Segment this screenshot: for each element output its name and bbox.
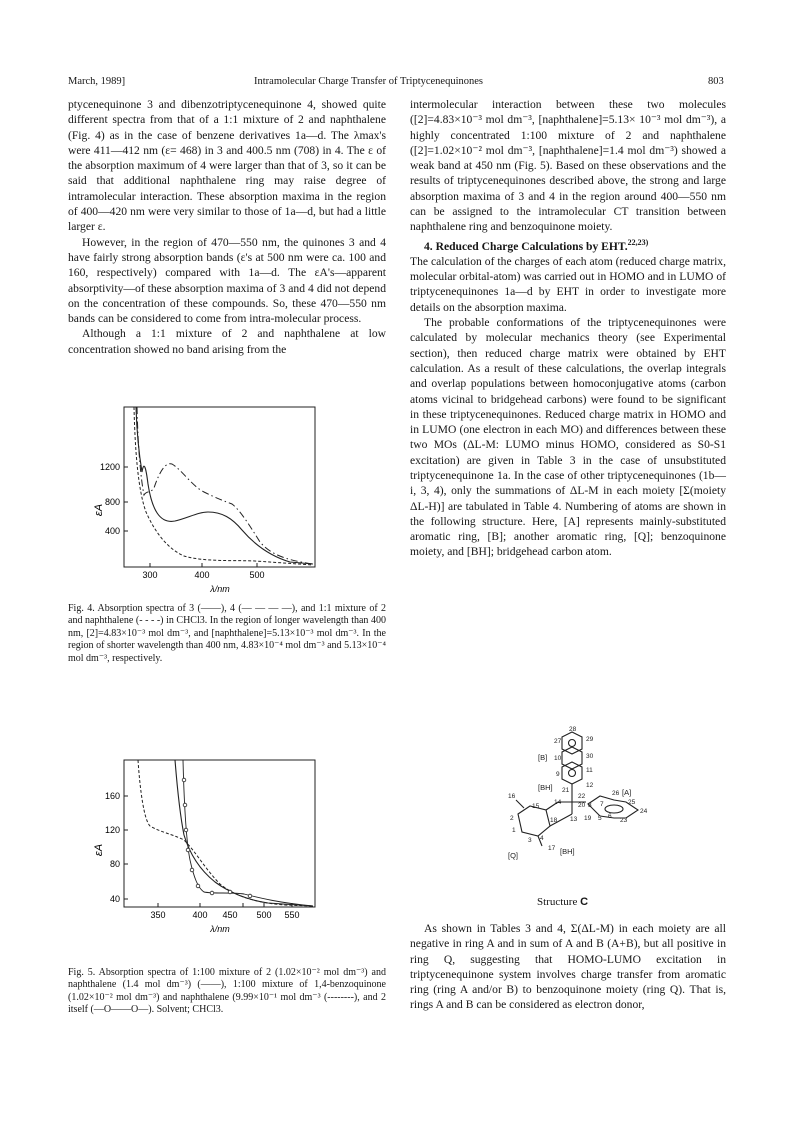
atom-label: 13 <box>570 816 578 823</box>
figure-5-plot <box>80 760 320 940</box>
fig4-curve-4 <box>137 407 313 564</box>
paragraph: intermolecular interaction between these two molecules ([2]=4.83×10⁻³ mol dm⁻³, [naphthalene]=5.13× 10⁻³ mol dm⁻³), a highly concentrated 1:100 mixture of 2 and naphthalene ([2]=1.02×10⁻² mol dm⁻³, [naphthalene]=1.4 mol dm⁻³) showed a weak band at 450 nm (Fig. 5). Based on these observations and the results of triptycenequinones described above, the strong and large absorption maxima of 3 and 4 in the region around 400—550 nm can be assigned to the intramolecular CT transition between naphthalene ring and benzoquinone moiety. <box>410 98 726 234</box>
atom-label: 28 <box>569 726 577 733</box>
atom-label: 4 <box>540 835 544 842</box>
running-header-title: Intramolecular Charge Transfer of Triptycenequinones <box>254 76 484 87</box>
atom-label: 26 <box>612 790 620 797</box>
paragraph: However, in the region of 470—550 nm, the quinones 3 and 4 have fairly strong absorption bands (ε's at 500 nm were ca. 100 and 160, respectively) compared with 1a—d. The εA's—apparent absorptivity—of these absorption maxima of 3 and 4 did not depend on the concentration of these compounds. So, these 470—550 nm bands can be considered to come from intra-molecular process. <box>68 235 386 326</box>
paragraph: The calculation of the charges of each atom (reduced charge matrix, molecular orbital-atom) was carried out in HOMO and in LUMO of triptycenequinones 1a—d by EHT in order to investigate more details on the absorption maxima. <box>410 254 726 314</box>
atom-label: 10 <box>554 755 562 762</box>
fig5-ylabel: εA <box>93 843 105 857</box>
fig4-ytick: 800 <box>104 497 120 507</box>
atom-label: 3 <box>528 837 532 844</box>
section-title: 4. Reduced Charge Calculations by EHT. <box>424 239 628 253</box>
atom-label: 17 <box>548 845 556 852</box>
atom-label: 6 <box>608 813 612 820</box>
fig5-xlabel: λ/nm <box>210 924 230 934</box>
figure-4-caption: Fig. 4. Absorption spectra of 3 (——), 4 (— — — —), and 1:1 mixture of 2 and naphthalene (- - - -) in CHCl3. In the region of longer wavelength than 400 nm, [2]=4.83×10⁻³ mol dm⁻³, and [naphthalene]=5.13×10⁻³ mol dm⁻³. In the region of shorter wavelength than 400 nm, 4.83×10⁻⁴ mol dm⁻³ and 5.13×10⁻⁴ mol dm⁻³, respectively. <box>68 603 386 664</box>
structure-word: Structure <box>537 896 578 908</box>
paragraph: ptycenequinone 3 and dibenzotriptycenequinone 4, showed quite different spectra from that of a 1:1 mixture of 2 and naphthalene (Fig. 4) as in the case of benzene derivatives 1a—d. The λmax's were 411—412 nm (ε= 468) in 3 and 400.5 nm (708) in 4. The ε of the absorption maximum of 4 were larger than that of 3, so it can be said that additional naphthalene ring may raise degree of intramolecular interaction. These absorption maxima in the region of 400—420 nm were very similar to those of 1a—d, but had a little larger ε. <box>68 98 386 234</box>
atom-label: 18 <box>550 817 558 824</box>
atom-label: 25 <box>628 799 636 806</box>
fig4-curve-3 <box>136 407 313 564</box>
fig4-ytick: 400 <box>104 526 120 536</box>
atom-label: 23 <box>620 817 628 824</box>
right-column-text-top <box>410 97 726 560</box>
ring-q-label: [Q] <box>508 851 519 860</box>
fig4-xtick: 400 <box>194 570 210 580</box>
fig5-xtick: 500 <box>256 910 272 920</box>
atom-label: 27 <box>554 738 562 745</box>
paragraph: As shown in Tables 3 and 4, Σ(ΔL-M) in each moiety are all negative in ring A and in sum of A and B (A+B), but all positive in ring Q, suggesting that HOMO-LUMO excitation in triptycenequinone system involves charge transfer from aromatic ring (ring A and/or B) to benzoquinone moiety (ring Q). That is, rings A and B can be considered as electron donor, <box>410 922 726 1012</box>
atom-label: 22 <box>578 793 586 800</box>
atom-label: 5 <box>598 815 602 822</box>
fig5-curve-2-itself <box>183 760 313 906</box>
fig5-ytick: 40 <box>109 894 120 904</box>
atom-label: 12 <box>586 782 594 789</box>
atom-label: 21 <box>562 787 570 794</box>
page-number: 803 <box>708 76 724 87</box>
fig4-xtick: 500 <box>249 570 265 580</box>
figure-4-plot <box>80 400 320 600</box>
structure-c-svg <box>488 726 698 892</box>
fig4-xtick: 300 <box>142 570 158 580</box>
fig5-xtick: 350 <box>150 910 166 920</box>
ring-a-label: [A] <box>622 788 632 797</box>
ring-b-label: [B] <box>538 753 548 762</box>
atom-label: 1 <box>512 827 516 834</box>
atom-label: 24 <box>640 808 648 815</box>
atom-label: 2 <box>510 815 514 822</box>
fig4-ytick: 1200 <box>99 462 120 472</box>
fig5-xtick: 450 <box>222 910 238 920</box>
structure-caption <box>537 896 588 908</box>
fig5-ytick: 80 <box>109 859 120 869</box>
fig5-curve-mixture-2 <box>175 760 313 906</box>
atom-label: 14 <box>554 799 562 806</box>
atom-label: 8 <box>588 802 592 809</box>
atom-label: 20 <box>578 802 586 809</box>
structure-c-diagram <box>488 726 698 892</box>
atom-label: 16 <box>508 793 516 800</box>
fig4-xlabel: λ/nm <box>210 584 230 594</box>
figure-5-caption: Fig. 5. Absorption spectra of 1:100 mixture of 2 (1.02×10⁻² mol dm⁻³) and naphthalene (1.4 mol dm⁻³) (——), 1:100 mixture of 1,4-benzoquinone (1.02×10⁻² mol dm⁻³) and naphthalene (9.99×10⁻¹ mol dm⁻³ (--------), and 2 itself (—O——O—). Solvent; CHCl3. <box>68 967 386 1016</box>
fig5-xtick: 550 <box>284 910 300 920</box>
left-column-text <box>68 97 386 357</box>
atom-label: 15 <box>532 803 540 810</box>
fig4-ylabel: εA <box>93 503 105 517</box>
atom-label: 30 <box>586 753 594 760</box>
fig5-ytick: 120 <box>104 825 120 835</box>
running-header-left: March, 1989] <box>68 76 126 87</box>
atom-label: 19 <box>584 815 592 822</box>
fig4-curve-mixture <box>134 407 313 565</box>
atom-label: 9 <box>556 771 560 778</box>
paragraph: Although a 1:1 mixture of 2 and naphthalene at low concentration showed no band arising from the <box>68 327 386 356</box>
bridgehead-label: [BH] <box>560 847 575 856</box>
figure-4-svg <box>80 400 320 600</box>
structure-letter: C <box>580 896 589 908</box>
fig5-curve-benzoquinone <box>138 760 313 906</box>
fig5-xtick: 400 <box>192 910 208 920</box>
paragraph: The probable conformations of the triptycenequinones were calculated by molecular mechanics theory (see Experimental section), then reduced charge matrix were obtained by EHT calculation. As a result of these calculations, the overlap integrals and overlap populations between homoconjugative atoms (carbon atoms vicinal to bridgehead carbons) were found to be significant in these triptycenequinones. Reduced charge matrix in HOMO and in LUMO (one electron in each MO) and differences between these two MOs (ΔL-M: LUMO minus HOMO, considered as S0-S1 excitation) are given in Table 3 in the case of unsubstituted triptycenequinone 1a. In the case of other triptycenequinones (1b—i, 3, 4), only the summations of ΔL-M in each moiety [Σ(moiety ΔL-H)] are tabulated in Table 4. Numbering of atoms are shown in the following structure. Here, [A] represents mainly-substituted aromatic ring, [B]; another aromatic ring, [Q]; benzoquinone moiety, and [BH]; bridgehead carbon atom. <box>410 316 726 559</box>
fig5-markers <box>182 778 252 898</box>
atom-label: 7 <box>600 801 604 808</box>
bridgehead-label: [BH] <box>538 783 553 792</box>
section-heading <box>410 235 726 254</box>
atom-label: 11 <box>586 767 593 774</box>
right-column-text-bottom <box>410 921 726 1013</box>
fig5-ytick: 160 <box>104 791 120 801</box>
atom-label: 29 <box>586 736 594 743</box>
section-refs: 22,23) <box>627 237 649 247</box>
figure-5-svg <box>80 760 320 940</box>
